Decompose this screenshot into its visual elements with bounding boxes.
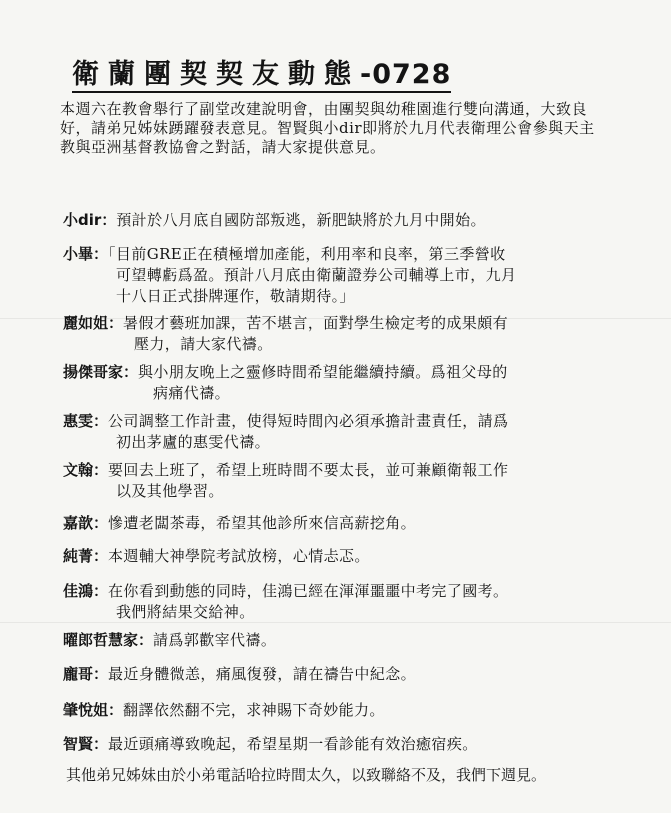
entry-jiaxin	[63, 513, 623, 534]
entry-text-continued: 壓力，請大家代禱。	[134, 335, 273, 353]
entry-name: 麗如姐：	[63, 314, 124, 332]
entry-yangjie	[63, 362, 623, 404]
entry-name: 小畢：	[63, 245, 109, 263]
entry-name: 佳鴻：	[63, 582, 109, 600]
entry-wenhan	[63, 460, 623, 502]
entry-text-continued: 可望轉虧爲盈。預計八月底由衛蘭證券公司輔導上市，九月	[116, 266, 517, 284]
entry-text-continued: 十八日正式掛牌運作，敬請期待。」	[116, 287, 355, 305]
entry-text-continued: 病痛代禱。	[153, 384, 231, 402]
entry-liru	[63, 313, 623, 355]
entry-huiwen	[63, 411, 623, 453]
entry-xiaodir	[63, 210, 623, 231]
entry-text: 公司調整工作計畫，使得短時間內必須承擔計畫責任，請爲	[108, 412, 509, 430]
entry-text: 最近頭痛導致晚起，希望星期一看診能有效治癒宿疾。	[108, 735, 478, 753]
entry-name: 曜郎哲慧家：	[63, 631, 154, 649]
entry-text: 本週輔大神學院考試放榜，心情忐忑。	[108, 547, 370, 565]
entry-zhaoyue	[63, 700, 623, 721]
entry-yaolang	[63, 630, 623, 651]
entry-text: 在你看到動態的同時，佳鴻已經在渾渾噩噩中考完了國考。	[108, 582, 509, 600]
entry-text: 暑假才藝班加課，苦不堪言，面對學生檢定考的成果頗有	[123, 314, 509, 332]
entry-name: 惠雯：	[63, 412, 109, 430]
title-suffix: -0728	[360, 59, 451, 93]
entry-name: 文翰：	[63, 461, 109, 479]
entry-name: 龐哥：	[63, 665, 109, 683]
entry-pangge	[63, 664, 623, 685]
entry-text: 預計於八月底自國防部叛逃，新肥缺將於九月中開始。	[116, 211, 486, 229]
entry-name: 肇悅姐：	[63, 701, 124, 719]
entry-name: 揚傑哥家：	[63, 363, 139, 381]
entry-text: 與小朋友晚上之靈修時間希望能繼續持續。爲祖父母的	[138, 363, 508, 381]
entry-chunjing	[63, 546, 623, 567]
entry-text-continued: 以及其他學習。	[116, 482, 224, 500]
entry-text: 翻譯依然翻不完，求神賜下奇妙能力。	[123, 701, 385, 719]
closing-paragraph: 其他弟兄姊妹由於小弟電話哈拉時間太久，以致聯絡不及，我們下週見。	[66, 766, 547, 784]
entry-xiaobi	[63, 244, 623, 307]
entry-text-continued: 初出茅廬的惠雯代禱。	[116, 433, 271, 451]
entry-text: 慘遭老闆茶毒，希望其他診所來信高薪挖角。	[108, 514, 417, 532]
entry-text: 請爲郭歡宰代禱。	[153, 631, 277, 649]
entry-text-continued: 我們將結果交給神。	[116, 603, 255, 621]
entry-text: 最近身體微恙，痛風復發，請在禱告中紀念。	[108, 665, 417, 683]
entry-jiahong	[63, 581, 623, 623]
title-text: 衛蘭團契契友動態	[72, 59, 360, 93]
entry-zhixian	[63, 734, 623, 755]
entry-name: 智賢：	[63, 735, 109, 753]
entry-name: 嘉歆：	[63, 514, 109, 532]
entry-text: 要回去上班了，希望上班時間不要太長，並可兼顧衛報工作	[108, 461, 509, 479]
document-title	[72, 52, 592, 91]
entry-name: 小dir：	[63, 211, 117, 229]
entry-text: 「目前GRE正在積極增加產能，利用率和良率，第三季營收	[108, 245, 506, 263]
intro-paragraph: 本週六在教會舉行了副堂改建說明會，由團契與幼稚園進行雙向溝通，大致良好，請弟兄姊妹踴躍發表意見。智賢與小dir即將於九月代表衛理公會參與天主教與亞洲基督教協會之對話，請大家提供意見。	[60, 100, 595, 156]
entry-name: 純菁：	[63, 547, 109, 565]
